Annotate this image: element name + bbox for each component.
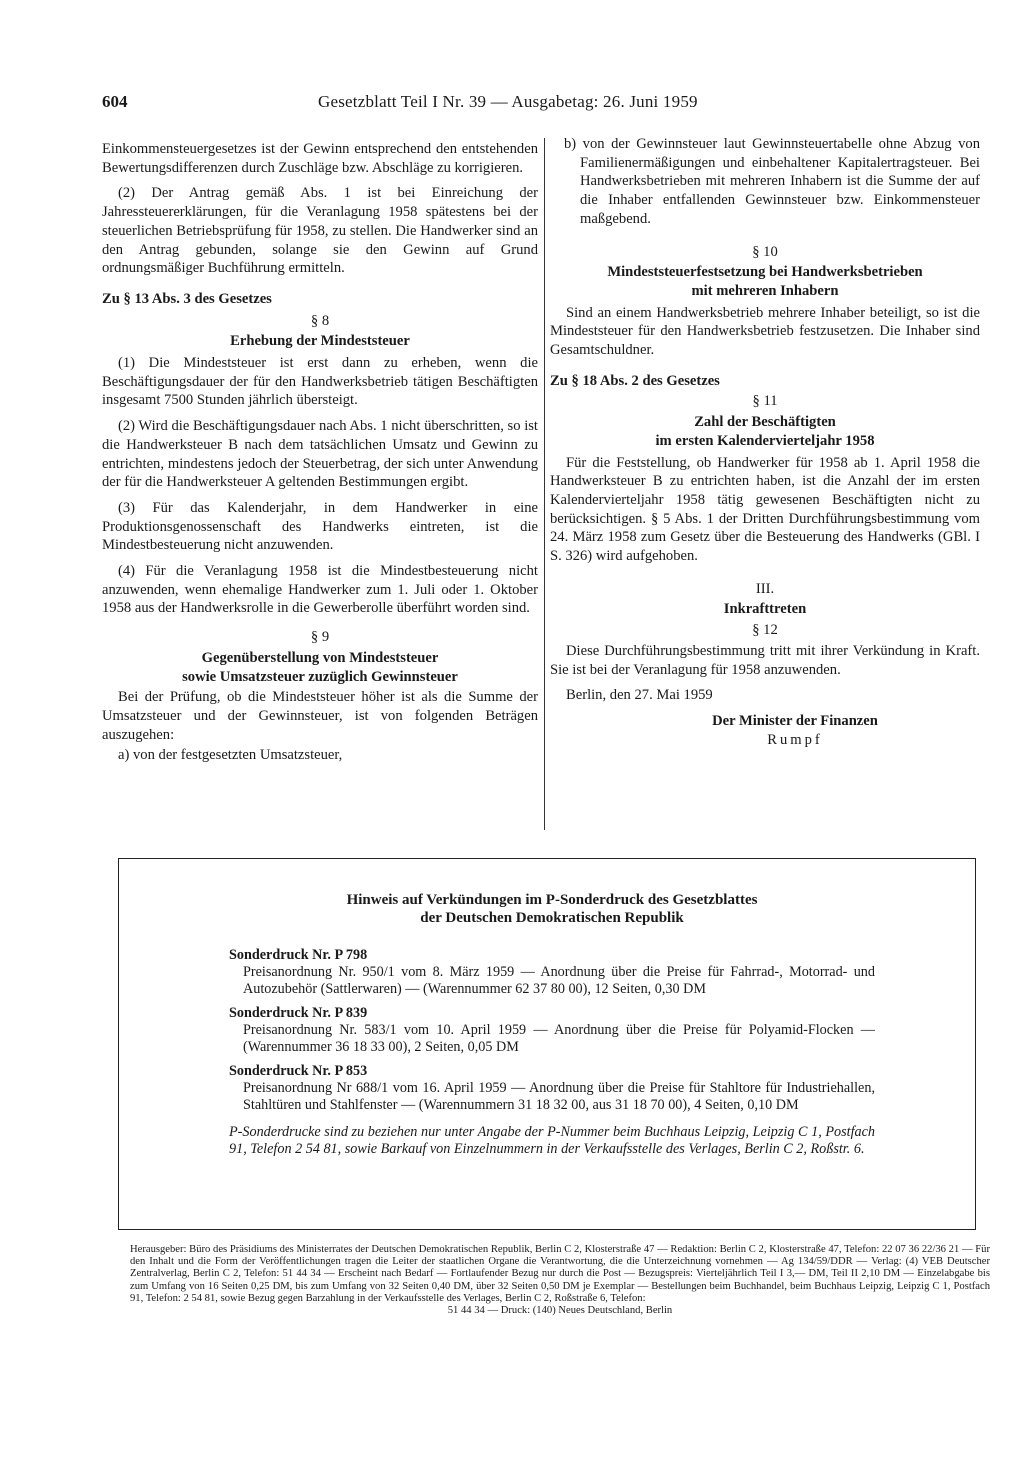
notice-content [229,891,875,1158]
notice-title-line-2: der Deutschen Demokratischen Republik [420,910,684,926]
paragraph-antrag: (2) Der Antrag gemäß Abs. 1 ist bei Einreichung der Jahressteuererklärungen, für die Veranlagung 1958 spätestens bei der steuerlichen Betriebsprüfung für 1958, zu stellen. Die Handwerker sind an den Antrag gebunden, solange sie den Gewinn auf Grund ordnungsmäßiger Buchführung ermitteln. [102,185,538,277]
notice-entry [229,1005,875,1056]
entry-label: Sonderdruck Nr. P 839 [229,1005,368,1021]
section-10-title-line-2: mit mehreren Inhabern [691,282,839,299]
p-sonderdruck-notice-box [118,858,976,1230]
entry-text: Preisanordnung Nr. 950/1 vom 8. März 1959 — Anordnung über die Preise für Fahrrad-, Motorrad- und Autozubehör (Sattlerwaren) — (Warennummer 62 37 80 00), 12 Seiten, 0,30 DM [243,964,875,997]
notice-title [229,891,875,927]
section-8-paragraph-4: (4) Für die Veranlagung 1958 ist die Mindestbesteuerung nicht anzuwenden, wenn ehemalige Handwerker zum 1. Juli oder 1. Oktober 1958 aus der Handwerksrolle in die Gewerberolle überführt worden sind. [102,563,538,617]
section-9-item-a: a) von der festgesetzten Umsatzsteuer, [118,747,343,764]
imprint-footer [130,1244,990,1317]
section-8-paragraph-1: (1) Die Mindeststeuer ist erst dann zu erheben, wenn die Beschäftigungsdauer der für den Handwerksbetrieb tätigen Beschäftigten insgesamt 7500 Stunden jährlich übersteigt. [102,355,538,409]
entry-label: Sonderdruck Nr. P 853 [229,1063,368,1079]
entry-text: Preisanordnung Nr 688/1 vom 16. April 1959 — Anordnung über die Preise für Stahltore für Industriehallen, Stahltüren und Stahlfenster — (Warennummern 31 18 32 00, aus 31 18 70 00), 4 Seiten, 0,10 DM [243,1080,875,1113]
section-12-number: § 12 [752,622,778,639]
section-11-title-line-2: im ersten Kalendervierteljahr 1958 [655,432,875,449]
notice-entry [229,1063,875,1114]
part-number: III. [755,580,775,597]
column-divider [544,138,545,830]
section-11-title-line-1: Zahl der Beschäftigten [694,414,836,431]
section-10-paragraph-1: Sind an einem Handwerksbetrieb mehrere Inhaber beteiligt, so ist die Mindeststeuer für den Handwerksbetrieb festzusetzen. Die Inhaber sind Gesamtschuldner. [550,304,980,359]
section-9-paragraph-1: Bei der Prüfung, ob die Mindeststeuer höher ist als die Summe der Umsatzsteuer und der Gewinnsteuer, ist von folgenden Beträgen auszugehen: [102,689,538,743]
left-column [102,140,538,772]
right-column [550,135,980,756]
notice-title-line-1: Hinweis auf Verkündungen im P-Sonderdruck des Gesetzblattes [346,892,758,908]
signatory-name: Rumpf [767,731,823,748]
notice-ordering-note: P-Sonderdrucke sind zu beziehen nur unter Angabe der P-Nummer beim Buchhaus Leipzig, Leipzig C 1, Postfach 91, Telefon 2 54 81, sowie Barkauf von Einzelnummern in der Verkaufsstelle des Verlages, Berlin C 2, Roßstr. 6. [229,1124,875,1157]
section-9-number: § 9 [310,629,330,646]
section-reference-18: Zu § 18 Abs. 2 des Gesetzes [550,372,720,389]
entry-label: Sonderdruck Nr. P 798 [229,947,368,963]
section-reference-13: Zu § 13 Abs. 3 des Gesetzes [102,290,272,307]
section-12-paragraph-1: Diese Durchführungsbestimmung tritt mit ihrer Verkündung in Kraft. Sie ist bei der Veranlagung für 1958 anzuwenden. [550,642,980,678]
section-8-paragraph-3: (3) Für das Kalenderjahr, in dem Handwerker in eine Produktionsgenossenschaft des Handwerks eintreten, ist die Mindestbesteuerung nicht anzuwenden. [102,499,538,554]
page-header [102,92,982,120]
section-9-item-b: b) von der Gewinnsteuer laut Gewinnsteuertabelle ohne Abzug von Familienermäßigungen und einbehaltener Kapitalertragsteuer. Bei Handwerksbetrieben mit mehreren Inhabern ist die Summe der auf die Inhaber entfallenden Gewinnsteuer bzw. Einkommensteuer maßgebend. [564,136,980,227]
part-title: Inkrafttreten [723,601,807,618]
place-and-date: Berlin, den 27. Mai 1959 [566,687,713,704]
paragraph-intro: Einkommensteuergesetzes ist der Gewinn entsprechend den entstehenden Bewertungsdifferenzen durch Zuschläge bzw. Abschläge zu korrigieren. [102,141,538,176]
section-8-number: § 8 [310,312,330,329]
page-number: 604 [102,92,128,111]
running-title: Gesetzblatt Teil I Nr. 39 — Ausgabetag: 26. Juni 1959 [318,92,698,111]
section-11-number: § 11 [752,393,778,410]
section-11-paragraph-1: Für die Feststellung, ob Handwerker für 1958 ab 1. April 1958 die Handwerksteuer B zu entrichten haben, ist die Anzahl der im ersten Kalendervierteljahr 1958 tätig gewesenen Beschäftigten nicht zu berücksichtigen. § 5 Abs. 1 der Dritten Durchführungsbestimmung vom 24. März 1958 zum Gesetz über die Besteuerung des Handwerks (GBl. I S. 326) wird aufgehoben. [550,454,980,565]
section-10-title-line-1: Mindeststeuerfestsetzung bei Handwerksbetrieben [607,264,923,281]
notice-entry [229,947,875,998]
signatory-title: Der Minister der Finanzen [712,712,878,729]
section-8-title: Erhebung der Mindeststeuer [230,333,410,350]
imprint-last-line: 51 44 34 — Druck: (140) Neues Deutschland, Berlin [447,1305,673,1317]
section-9-title-line-2: sowie Umsatzsteuer zuzüglich Gewinnsteuer [182,668,458,685]
entry-text: Preisanordnung Nr. 583/1 vom 10. April 1959 — Anordnung über die Preise für Polyamid-Flocken — (Warennummer 36 18 33 00), 2 Seiten, 0,05 DM [243,1022,875,1055]
section-8-paragraph-2: (2) Wird die Beschäftigungsdauer nach Abs. 1 nicht überschritten, so ist die Handwerksteuer B nach dem tatsächlichen Umsatz und Gewinn zu entrichten, mindestens jedoch der Steuerbetrag, der sich unter Anwendung der für die Handwerksteuer A geltenden Bestimmungen ergibt. [102,418,538,491]
imprint-text: Herausgeber: Büro des Präsidiums des Ministerrates der Deutschen Demokratischen Republik, Berlin C 2, Klosterstraße 47 — Redaktion: Berlin C 2, Klosterstraße 47, Telefon: 22 07 36 22/36 21 — Für den Inhalt und die Form der Veröffentlichungen tragen die Leiter der staatlichen Organe die Verantwortung, die die Unterzeichnung vornehmen — Ag 134/59/DDR — Verlag: (4) VEB Deutscher Zentralverlag, Berlin C 2, Telefon: 51 44 34 — Erscheint nach Bedarf — Fortlaufender Bezug nur durch die Post — Bezugspreis: Vierteljährlich Teil I 3,— DM, Teil II 2,10 DM — Einzelabgabe bis zum Umfang von 16 Seiten 0,25 DM, bis zum Umfang von 32 Seiten 0,40 DM, über 32 Seiten 0,50 DM je Exemplar — Bestellungen beim Buchhandel, beim Buchhaus Leipzig, Leipzig C 1, Postfach 91, Telefon: 2 54 81, sowie Bezug gegen Barzahlung in der Verkaufsstelle des Verlages, Berlin C 2, Roßstraße 6, Telefon: [130,1244,990,1304]
section-10-number: § 10 [752,243,778,260]
section-9-title-line-1: Gegenüberstellung von Mindeststeuer [201,649,439,666]
